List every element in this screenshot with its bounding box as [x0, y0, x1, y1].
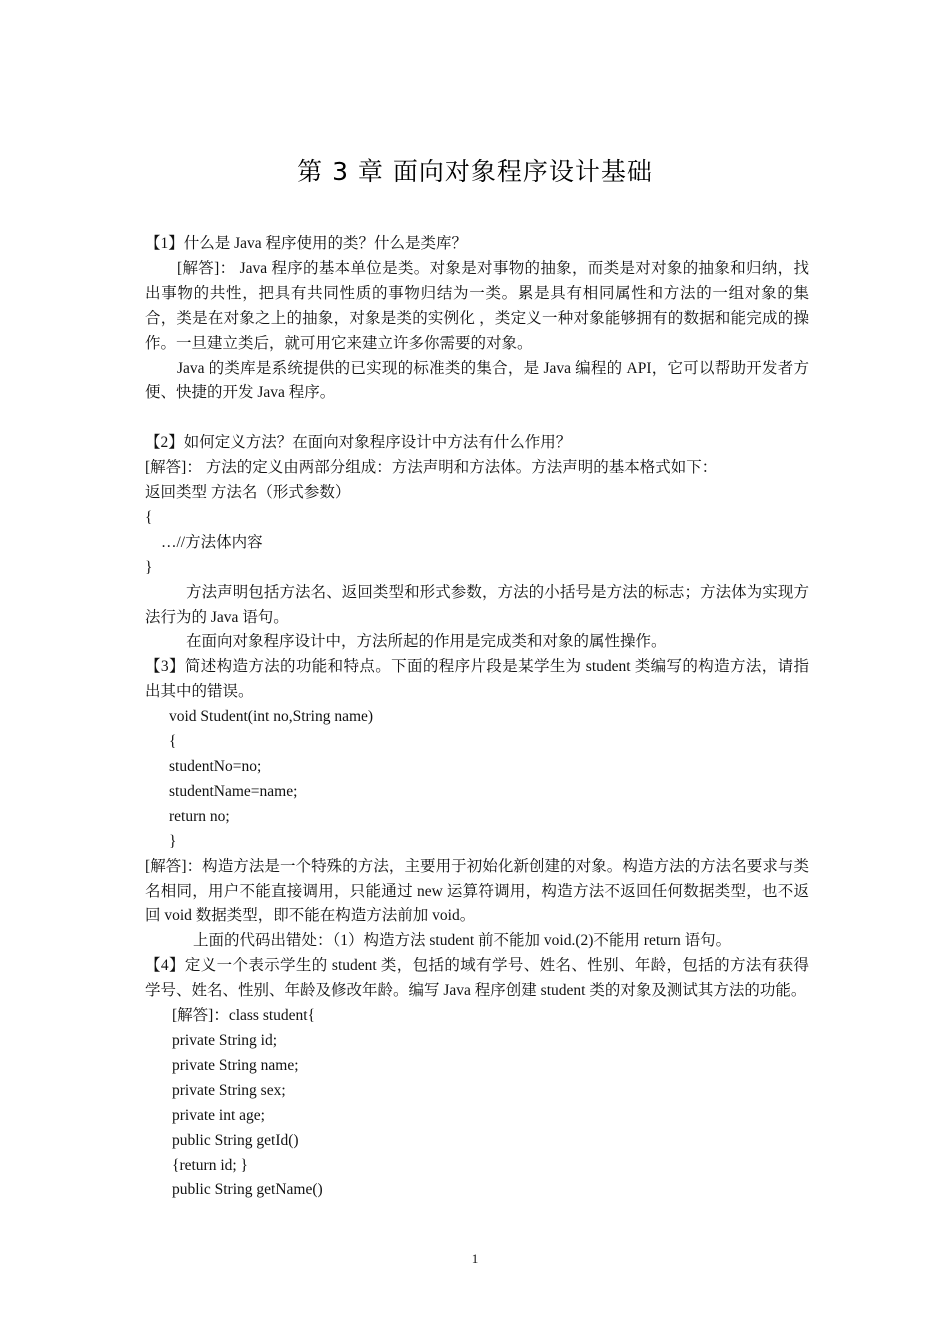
question-3: 【3】简述构造方法的功能和特点。下面的程序片段是某学生为 student 类编写的构造方法，请指出其中的错误。 — [145, 658, 809, 701]
method-brace-open: { — [145, 508, 153, 526]
blank-line — [145, 406, 809, 431]
answer-2-paragraph-2: 方法声明包括方法名、返回类型和形式参数，方法的小括号是方法的标志；方法体为实现方法行为的 Java 语句。 — [145, 583, 809, 626]
method-brace-close: } — [145, 558, 153, 576]
code-line: } — [169, 832, 177, 850]
answer-1-paragraph-2: Java 的类库是系统提供的已实现的标准类的集合，是 Java 编程的 API，它可以帮助开发者方便、快捷的开发 Java 程序。 — [145, 359, 809, 402]
code-line: private int age; — [172, 1106, 265, 1124]
method-syntax-line: 返回类型 方法名（形式参数） — [145, 484, 351, 502]
question-2: 【2】如何定义方法？在面向对象程序设计中方法有什么作用？ — [145, 434, 572, 452]
chapter-title: 第 3 章 面向对象程序设计基础 — [297, 157, 653, 186]
answer-1-paragraph-1: [解答]： Java 程序的基本单位是类。对象是对事物的抽象，而类是对对象的抽象和归纳，找出事物的共性，把具有共同性质的事物归结为一类。累是具有相同属性和方法的一组对象的集合，类是在对象之上的抽象，对象是类的实例化 ，类定义一种对象能够拥有的数据和能完成的操作。一旦建立类后，就可用它来建立许多你需要的对象。 — [145, 259, 809, 352]
code-line: private String id; — [172, 1031, 278, 1049]
code-line: {return id; } — [172, 1156, 249, 1174]
answer-3-paragraph-2: 上面的代码出错处：（1）构造方法 student 前不能加 void.(2)不能用 return 语句。 — [193, 932, 732, 950]
code-line: private String sex; — [172, 1081, 286, 1099]
answer-2-intro: [解答]： 方法的定义由两部分组成：方法声明和方法体。方法声明的基本格式如下： — [145, 459, 718, 477]
method-body-line: …//方法体内容 — [161, 533, 263, 551]
answer-3-paragraph-1: [解答]：构造方法是一个特殊的方法，主要用于初始化新创建的对象。构造方法的方法名要求与类名相同，用户不能直接调用，只能通过 new 运算符调用，构造方法不返回任何数据类型，也不返回 void 数据类型，即不能在构造方法前加 void。 — [145, 857, 809, 925]
question-4: 【4】定义一个表示学生的 student 类，包括的域有学号、姓名、性别、年龄，包括的方法有获得学号、姓名、性别、年龄及修改年龄。编写 Java 程序创建 student 类的对象及测试其方法的功能。 — [145, 957, 809, 1000]
code-line: public String getName() — [172, 1181, 323, 1199]
document-body — [145, 232, 809, 1203]
code-line: return no; — [169, 807, 230, 825]
page-number: 1 — [471, 1251, 479, 1266]
code-line: { — [169, 733, 177, 751]
code-line: public String getId() — [172, 1131, 299, 1149]
code-line: [解答]：class student{ — [172, 1007, 316, 1025]
code-line: void Student(int no,String name) — [169, 708, 374, 726]
code-line: studentNo=no; — [169, 758, 262, 776]
answer-2-paragraph-3: 在面向对象程序设计中，方法所起的作用是完成类和对象的属性操作。 — [186, 633, 667, 651]
code-line: studentName=name; — [169, 782, 298, 800]
question-1: 【1】什么是 Java 程序使用的类？什么是类库？ — [145, 235, 468, 252]
code-line: private String name; — [172, 1056, 299, 1074]
